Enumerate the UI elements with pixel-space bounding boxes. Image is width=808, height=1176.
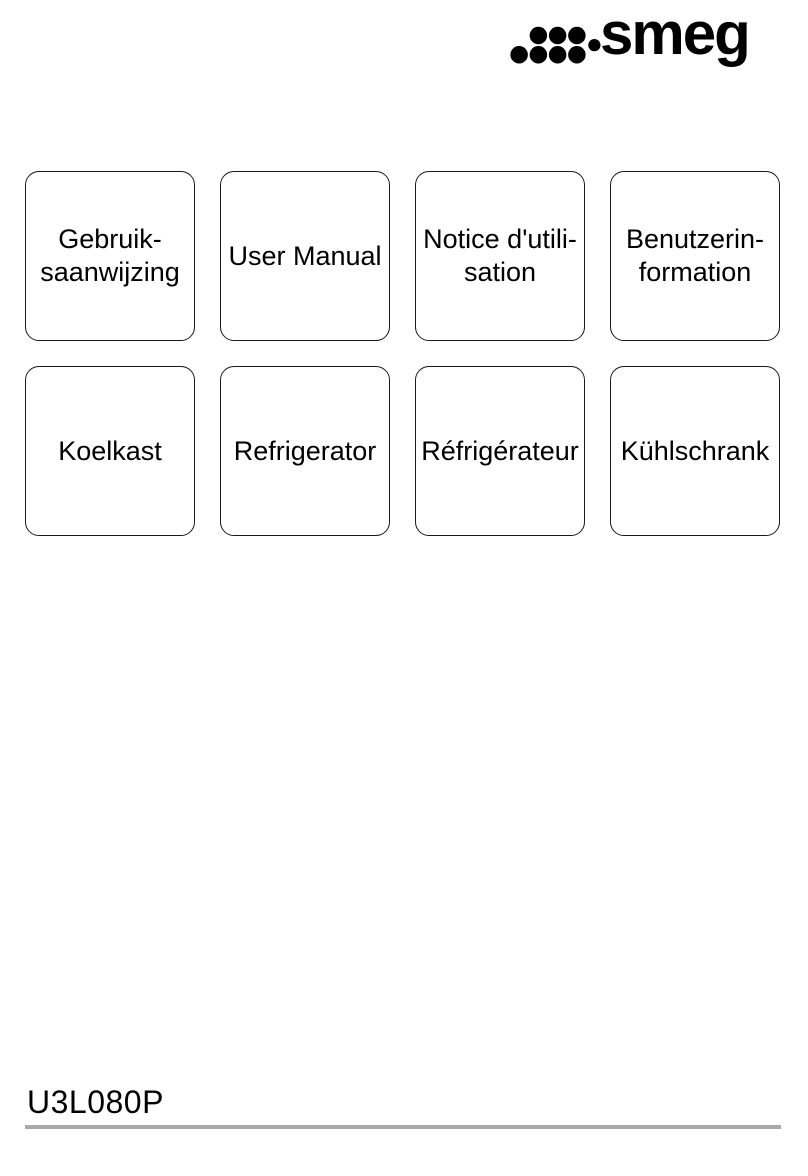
logo-wordmark: smeg xyxy=(600,0,749,67)
product-box-nl: Koelkast xyxy=(25,366,195,536)
footer-rule xyxy=(25,1125,781,1129)
language-box-fr: Notice d'utili- sation xyxy=(415,171,585,341)
model-number: U3L080P xyxy=(27,1084,164,1120)
product-box-en: Refrigerator xyxy=(220,366,390,536)
language-box-de: Benutzerin- formation xyxy=(610,171,780,341)
product-box-de: Kühlschrank xyxy=(610,366,780,536)
language-box-en: User Manual xyxy=(220,171,390,341)
logo-dots-icon xyxy=(500,18,610,74)
product-box-fr: Réfrigérateur xyxy=(415,366,585,536)
language-box-nl: Gebruik- saanwijzing xyxy=(25,171,195,341)
